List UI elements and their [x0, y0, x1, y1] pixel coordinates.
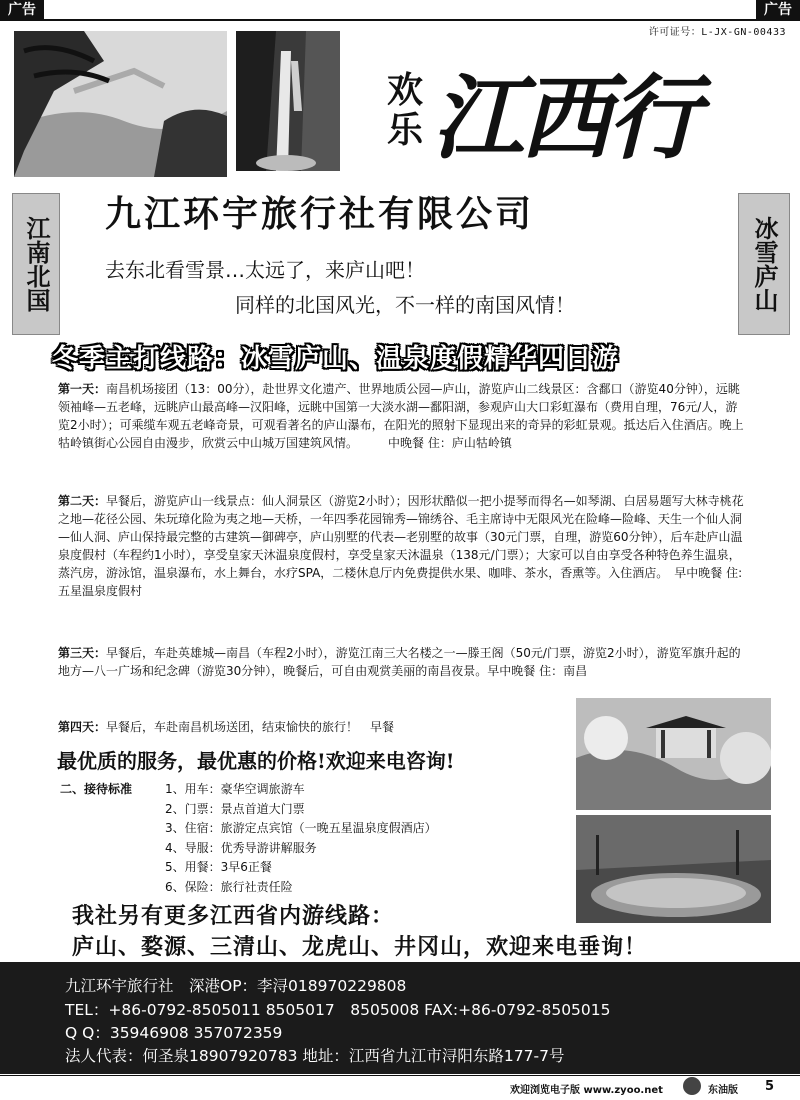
best-service-slogan: 最优质的服务，最优惠的价格!欢迎来电咨询! [57, 749, 455, 773]
hot-spring-photo [576, 815, 771, 923]
side-panel-left [12, 193, 60, 335]
standards-title: 二、接待标准 [60, 782, 133, 796]
day-label: 第三天： [58, 646, 107, 660]
standard-item: 1、用车：豪华空调旅游车 [165, 782, 305, 796]
itinerary-day-4 [58, 718, 558, 736]
itinerary-day-3 [58, 644, 748, 680]
license-number: 许可证号：L-JX-GN-00433 [648, 27, 786, 38]
footer-edition: 东油版 [708, 1085, 738, 1096]
ad-tag-right: 广告 [756, 0, 800, 20]
waterfall-photo [236, 31, 340, 171]
standard-item: 4、导服：优秀导游讲解服务 [165, 840, 317, 855]
standard-item: 3、住宿：旅游定点宾馆（一晚五星温泉度假酒店） [165, 821, 437, 835]
side-text-right: 冰雪庐山 [750, 216, 779, 312]
itinerary-day-2 [58, 492, 748, 600]
itinerary-day-1 [58, 380, 748, 452]
company-name: 九江环宇旅行社有限公司 [105, 193, 535, 235]
title-jiangxi-xing: 江西行 [432, 64, 697, 172]
day-text: 早餐后，游览庐山一线景点：仙人洞景区（游览2小时）；因形状酷似一把小提琴而得名—如琴湖、白居易题写大林寺桃花之地—花径公园、朱玩璋化险为夷之地—天桥，一年四季花园锦秀—锦绣谷、毛主席诗中无限风光在险峰—险峰、天生一个仙人洞—仙人洞、庐山保持最完整的古建筑—御碑亭，庐山别墅的代表—老别墅的故事（30元门票，自理，游览60分钟），后车赴庐山温泉度假村（车程约1小时），享受皇家天沐温泉度假村，享受皇家天沐温泉（138元/门票）；大家可以自由享受各种特色养生温泉，蒸汽房，游泳馆，温泉瀑布，水上舞台，水疗SPA，二楼休息厅内免费提供水果、咖啡、茶水，香熏等。入住酒店。 早中晚餐 住:五星温泉度假村 [58, 494, 744, 598]
standard-item: 6、保险：旅行社责任险 [165, 879, 293, 894]
title-huanle: 欢乐 [387, 69, 424, 151]
publication-logo-icon [683, 1077, 701, 1095]
side-panel-right [738, 193, 790, 335]
page-number: 5 [764, 1079, 774, 1094]
side-text-left: 江南北国 [22, 216, 51, 312]
footer-divider [0, 1075, 800, 1076]
contact-panel [0, 962, 800, 1074]
day-text: 早餐后，车赴英雄城—南昌（车程2小时），游览江南三大名楼之一—滕王阁（50元/门票，游览2小时），游览军旗升起的地方—八一广场和纪念碑（游览30分钟），晚餐后，可自由观赏美丽的南昌夜景。早中晚餐 住：南昌 [58, 646, 741, 678]
footer-site-text: 欢迎浏览电子版 www.zyoo.net [510, 1085, 663, 1096]
day-label: 第二天： [58, 494, 107, 508]
contact-agency: 九江环宇旅行社 深港OP：李浔018970229808 [65, 977, 407, 995]
day-label: 第四天： [58, 720, 107, 734]
more-routes-heading: 我社另有更多江西省内游线路： [72, 904, 395, 929]
standards-list [165, 780, 437, 897]
contact-legal-address: 法人代表：何圣泉18907920783 地址：江西省九江市浔阳东路177-7号 [65, 1047, 565, 1065]
slogan-line-1: 去东北看雪景…太远了，来庐山吧！ [105, 258, 425, 282]
ad-tag-left: 广告 [0, 0, 44, 20]
contact-qq: Q Q：35946908 357072359 [65, 1024, 283, 1042]
more-routes-list: 庐山、婺源、三清山、龙虎山、井冈山，欢迎来电垂询！ [72, 935, 648, 960]
contact-phone: TEL：+86-0792-8505011 8505017 8505008 FAX:+86-0792-8505015 [65, 1001, 611, 1019]
standard-item: 5、用餐：3早6正餐 [165, 860, 272, 874]
header-divider [0, 19, 800, 21]
standard-item: 2、门票：景点首道大门票 [165, 801, 305, 816]
pine-mountain-photo [14, 31, 227, 177]
snow-pavilion-photo [576, 698, 771, 810]
day-text: 南昌机场接团（13：00分），赴世界文化遗产、世界地质公园—庐山，游览庐山二线景区：含鄱口（游览40分钟），远眺领袖峰—五老峰，远眺庐山最高峰—汉阳峰，远眺中国第一大淡水湖—鄱阳湖，参观庐山大口彩虹瀑布（费用自理，76元/人，游览2小时）；可乘缆车观五老峰奇景，可观看著名的庐山瀑布，在阳光的照射下显现出来的奇异的彩虹景观。抵达后入住酒店。晚上牯岭镇街心公园自由漫步，欣赏云中山城万国建筑风情。 中晚餐 住：庐山牯岭镇 [58, 382, 744, 450]
day-label: 第一天： [58, 382, 107, 396]
day-text: 早餐后，车赴南昌机场送团，结束愉快的旅行！ 早餐 [106, 720, 395, 734]
slogan-line-2: 同样的北国风光，不一样的南国风情！ [235, 293, 575, 317]
route-banner: 冬季主打线路：冰雪庐山、温泉度假精华四日游 [52, 344, 620, 374]
